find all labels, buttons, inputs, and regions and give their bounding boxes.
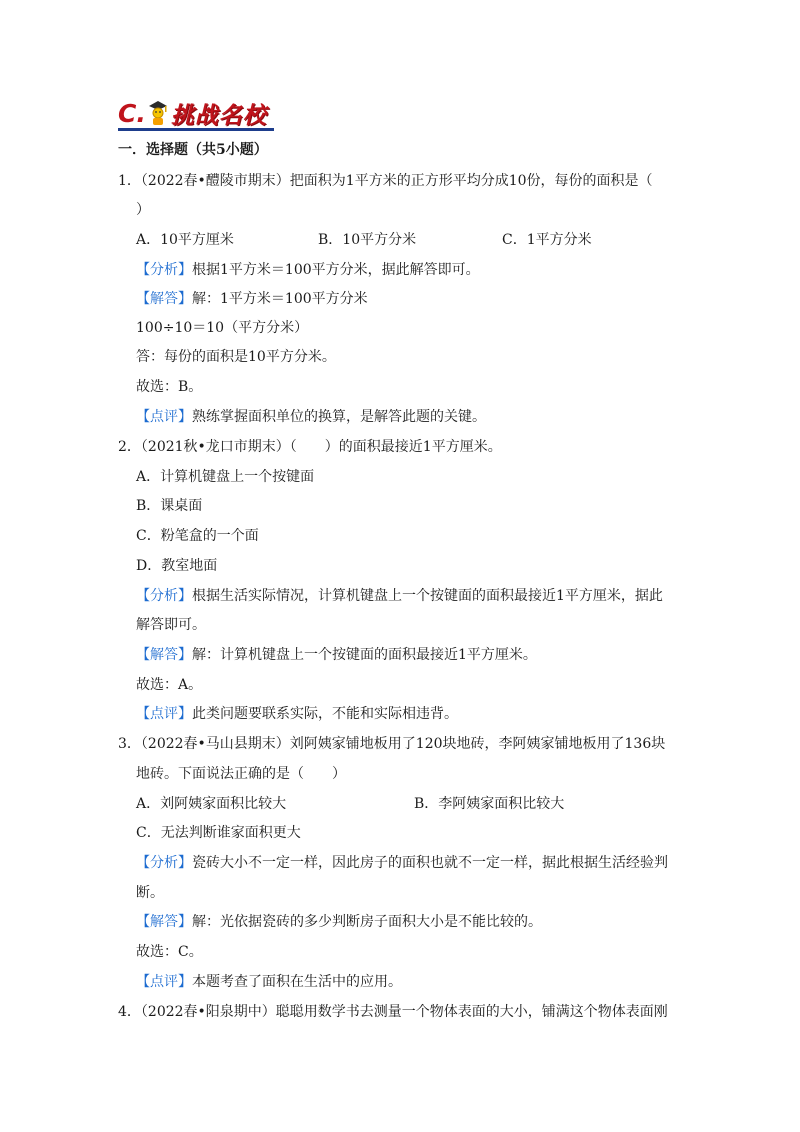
q2-stem: 2．（2021秋•龙口市期末）（ ）的面积最接近1平方厘米。 bbox=[118, 439, 502, 455]
answer-text: 解：计算机键盘上一个按键面的面积最接近1平方厘米。 bbox=[192, 647, 537, 663]
answer-text: 解：光依据瓷砖的多少判断房子面积大小是不能比较的。 bbox=[192, 914, 542, 930]
analysis-tag: 【分析】 bbox=[136, 855, 192, 871]
graduate-icon bbox=[147, 99, 169, 127]
q3-choice: 故选：C。 bbox=[136, 944, 203, 960]
q4-stem-line1: 4．（2022春•阳泉期中）聪聪用数学书去测量一个物体表面的大小，铺满这个物体表面刚 bbox=[118, 1004, 668, 1020]
q1-choice: 故选：B。 bbox=[136, 379, 203, 395]
q1-reply: 答：每份的面积是10平方分米。 bbox=[136, 349, 336, 365]
q1-option-b: B．10平方分米 bbox=[318, 232, 417, 248]
review-tag: 【点评】 bbox=[136, 974, 192, 990]
banner-letter: C. bbox=[118, 98, 146, 128]
q1-analysis bbox=[136, 260, 480, 280]
q3-option-c: C．无法判断谁家面积更大 bbox=[136, 825, 301, 841]
q3-review bbox=[136, 972, 402, 992]
answer-tag: 【解答】 bbox=[136, 647, 192, 663]
review-text: 此类问题要联系实际，不能和实际相违背。 bbox=[192, 706, 458, 722]
q1-stem-line1: 1．（2022春•醴陵市期末）把面积为1平方米的正方形平均分成10份，每份的面积是（ bbox=[118, 173, 653, 189]
q2-choice: 故选：A。 bbox=[136, 677, 203, 693]
analysis-text: 根据1平方米＝100平方分米，据此解答即可。 bbox=[192, 262, 480, 278]
q2-option-a: A．计算机键盘上一个按键面 bbox=[136, 469, 315, 485]
q1-review bbox=[136, 407, 486, 427]
q2-analysis bbox=[136, 586, 663, 606]
q3-answer bbox=[136, 912, 542, 932]
analysis-text: 瓷砖大小不一定一样，因此房子的面积也就不一定一样，据此根据生活经验判 bbox=[192, 855, 668, 871]
review-tag: 【点评】 bbox=[136, 706, 192, 722]
review-text: 本题考查了面积在生活中的应用。 bbox=[192, 974, 402, 990]
q2-analysis-cont: 解答即可。 bbox=[136, 617, 206, 633]
q2-answer bbox=[136, 645, 537, 665]
q3-option-b: B．李阿姨家面积比较大 bbox=[414, 796, 565, 812]
review-tag: 【点评】 bbox=[136, 409, 192, 425]
analysis-text: 根据生活实际情况，计算机键盘上一个按键面的面积最接近1平方厘米，据此 bbox=[192, 588, 663, 604]
answer-text: 解：1平方米＝100平方分米 bbox=[192, 291, 368, 307]
q2-review bbox=[136, 704, 458, 724]
answer-tag: 【解答】 bbox=[136, 914, 192, 930]
q2-option-d: D．教室地面 bbox=[136, 558, 218, 574]
q2-option-c: C．粉笔盒的一个面 bbox=[136, 528, 259, 544]
q3-analysis-cont: 断。 bbox=[136, 885, 164, 901]
q3-stem-line1: 3．（2022春•马山县期末）刘阿姨家铺地板用了120块地砖，李阿姨家铺地板用了136块 bbox=[118, 736, 666, 752]
q2-option-b: B．课桌面 bbox=[136, 498, 203, 514]
section-banner bbox=[118, 96, 267, 130]
review-text: 熟练掌握面积单位的换算，是解答此题的关键。 bbox=[192, 409, 486, 425]
q3-option-a: A．刘阿姨家面积比较大 bbox=[136, 796, 287, 812]
q1-answer bbox=[136, 289, 368, 309]
q3-analysis bbox=[136, 853, 668, 873]
q3-stem-line2: 地砖。下面说法正确的是（ ） bbox=[136, 766, 346, 782]
analysis-tag: 【分析】 bbox=[136, 262, 192, 278]
analysis-tag: 【分析】 bbox=[136, 588, 192, 604]
banner-underline bbox=[118, 128, 274, 131]
q1-stem-line2: ） bbox=[136, 202, 150, 218]
q1-option-a: A．10平方厘米 bbox=[136, 232, 234, 248]
banner-title: 挑战名校 bbox=[170, 102, 267, 129]
answer-tag: 【解答】 bbox=[136, 291, 192, 307]
q1-option-c: C．1平方分米 bbox=[502, 232, 592, 248]
q1-calculation: 100÷10＝10（平方分米） bbox=[136, 320, 309, 336]
section-heading: 一．选择题（共5小题） bbox=[118, 142, 268, 158]
